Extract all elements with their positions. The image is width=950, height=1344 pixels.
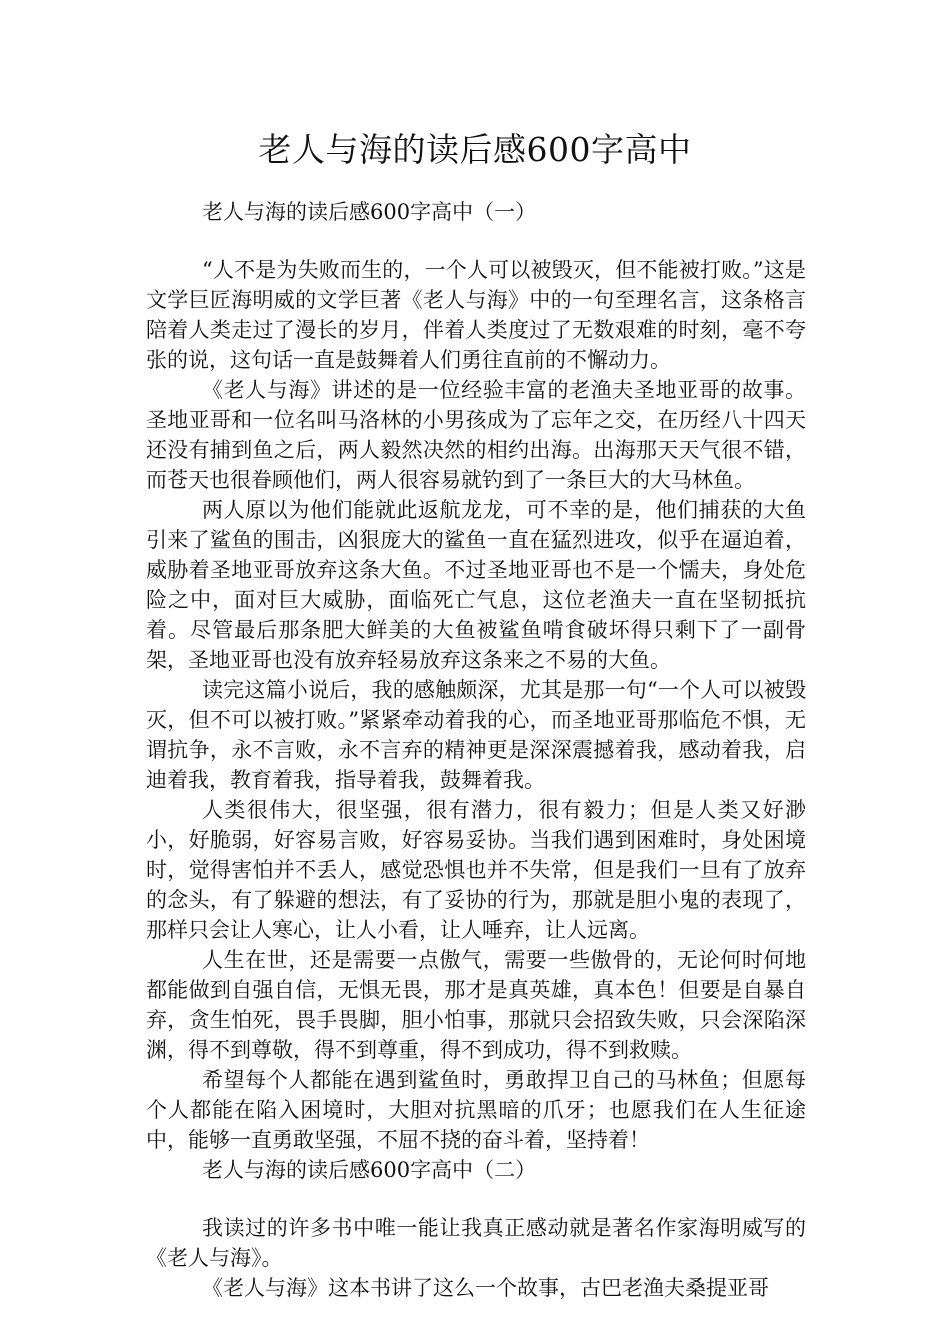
- paragraph: 两人原以为他们能就此返航龙龙，可不幸的是，他们捕获的大鱼引来了鲨鱼的围击，凶狠庞大的鲨鱼一直在猛烈进攻，似乎在逼迫着，威胁着圣地亚哥放弃这条大鱼。不过圣地亚哥也不是一个懦夫，身处危险之中，面对巨大威胁，面临死亡气息，这位老渔夫一直在坚韧抵抗着。尽管最后那条肥大鲜美的大鱼被鲨鱼啃食破坏得只剩下了一副骨架，圣地亚哥也没有放弃轻易放弃这条来之不易的大鱼。: [146, 498, 806, 672]
- paragraph: “人不是为失败而生的，一个人可以被毁灭，但不能被打败。”这是文学巨匠海明威的文学巨著《老人与海》中的一句至理名言，这条格言陪着人类走过了漫长的岁月，伴着人类度过了无数艰难的时刻，毫不夸张的说，这句话一直是鼓舞着人们勇往直前的不懈动力。: [146, 258, 806, 372]
- spacer: [146, 1185, 806, 1213]
- paragraph: 《老人与海》讲述的是一位经验丰富的老渔夫圣地亚哥的故事。圣地亚哥和一位名叫马洛林的小男孩成为了忘年之交，在历经八十四天还没有捕到鱼之后，两人毅然决然的相约出海。出海那天天气很不错，而苍天也很眷顾他们，两人很容易就钓到了一条巨大的大马林鱼。: [146, 378, 806, 492]
- paragraph: 读完这篇小说后，我的感触颇深，尤其是那一句“一个人可以被毁灭，但不可以被打败。”紧紧牵动着我的心，而圣地亚哥那临危不惧，无谓抗争，永不言败，永不言弃的精神更是深深震撼着我，感动着我，启迪着我，教育着我，指导着我，鼓舞着我。: [146, 678, 806, 792]
- paragraph: 希望每个人都能在遇到鲨鱼时，勇敢捍卫自己的马林鱼；但愿每个人都能在陷入困境时，大胆对抗黑暗的爪牙；也愿我们在人生征途中，能够一直勇敢坚强，不屈不挠的奋斗着，坚持着！: [146, 1068, 806, 1152]
- spacer: [146, 227, 806, 255]
- document-body: [146, 197, 806, 1303]
- document-title: 老人与海的读后感600字高中: [258, 130, 692, 169]
- paragraph: 人生在世，还是需要一点傲气，需要一些傲骨的，无论何时何地都能做到自强自信，无惧无畏，那才是真英雄，真本色！但要是自暴自弃，贪生怕死，畏手畏脚，胆小怕事，那就只会招致失败，只会深陷深渊，得不到尊敬，得不到尊重，得不到成功，得不到救赎。: [146, 948, 806, 1062]
- paragraph: 人类很伟大，很坚强，很有潜力，很有毅力；但是人类又好渺小，好脆弱，好容易言败，好容易妥协。当我们遇到困难时，身处困境时，觉得害怕并不丢人，感觉恐惧也并不失常，但是我们一旦有了放弃的念头，有了躲避的想法，有了妥协的行为，那就是胆小鬼的表现了，那样只会让人寒心，让人小看，让人唾弃，让人远离。: [146, 798, 806, 942]
- section-2-heading: 老人与海的读后感600字高中（二）: [202, 1158, 537, 1182]
- paragraph: 我读过的许多书中唯一能让我真正感动就是著名作家海明威写的《老人与海》。: [146, 1216, 806, 1270]
- section-1-heading: 老人与海的读后感600字高中（一）: [202, 200, 537, 224]
- paragraph: 《老人与海》这本书讲了这么一个故事，古巴老渔夫桑提亚哥: [202, 1276, 769, 1300]
